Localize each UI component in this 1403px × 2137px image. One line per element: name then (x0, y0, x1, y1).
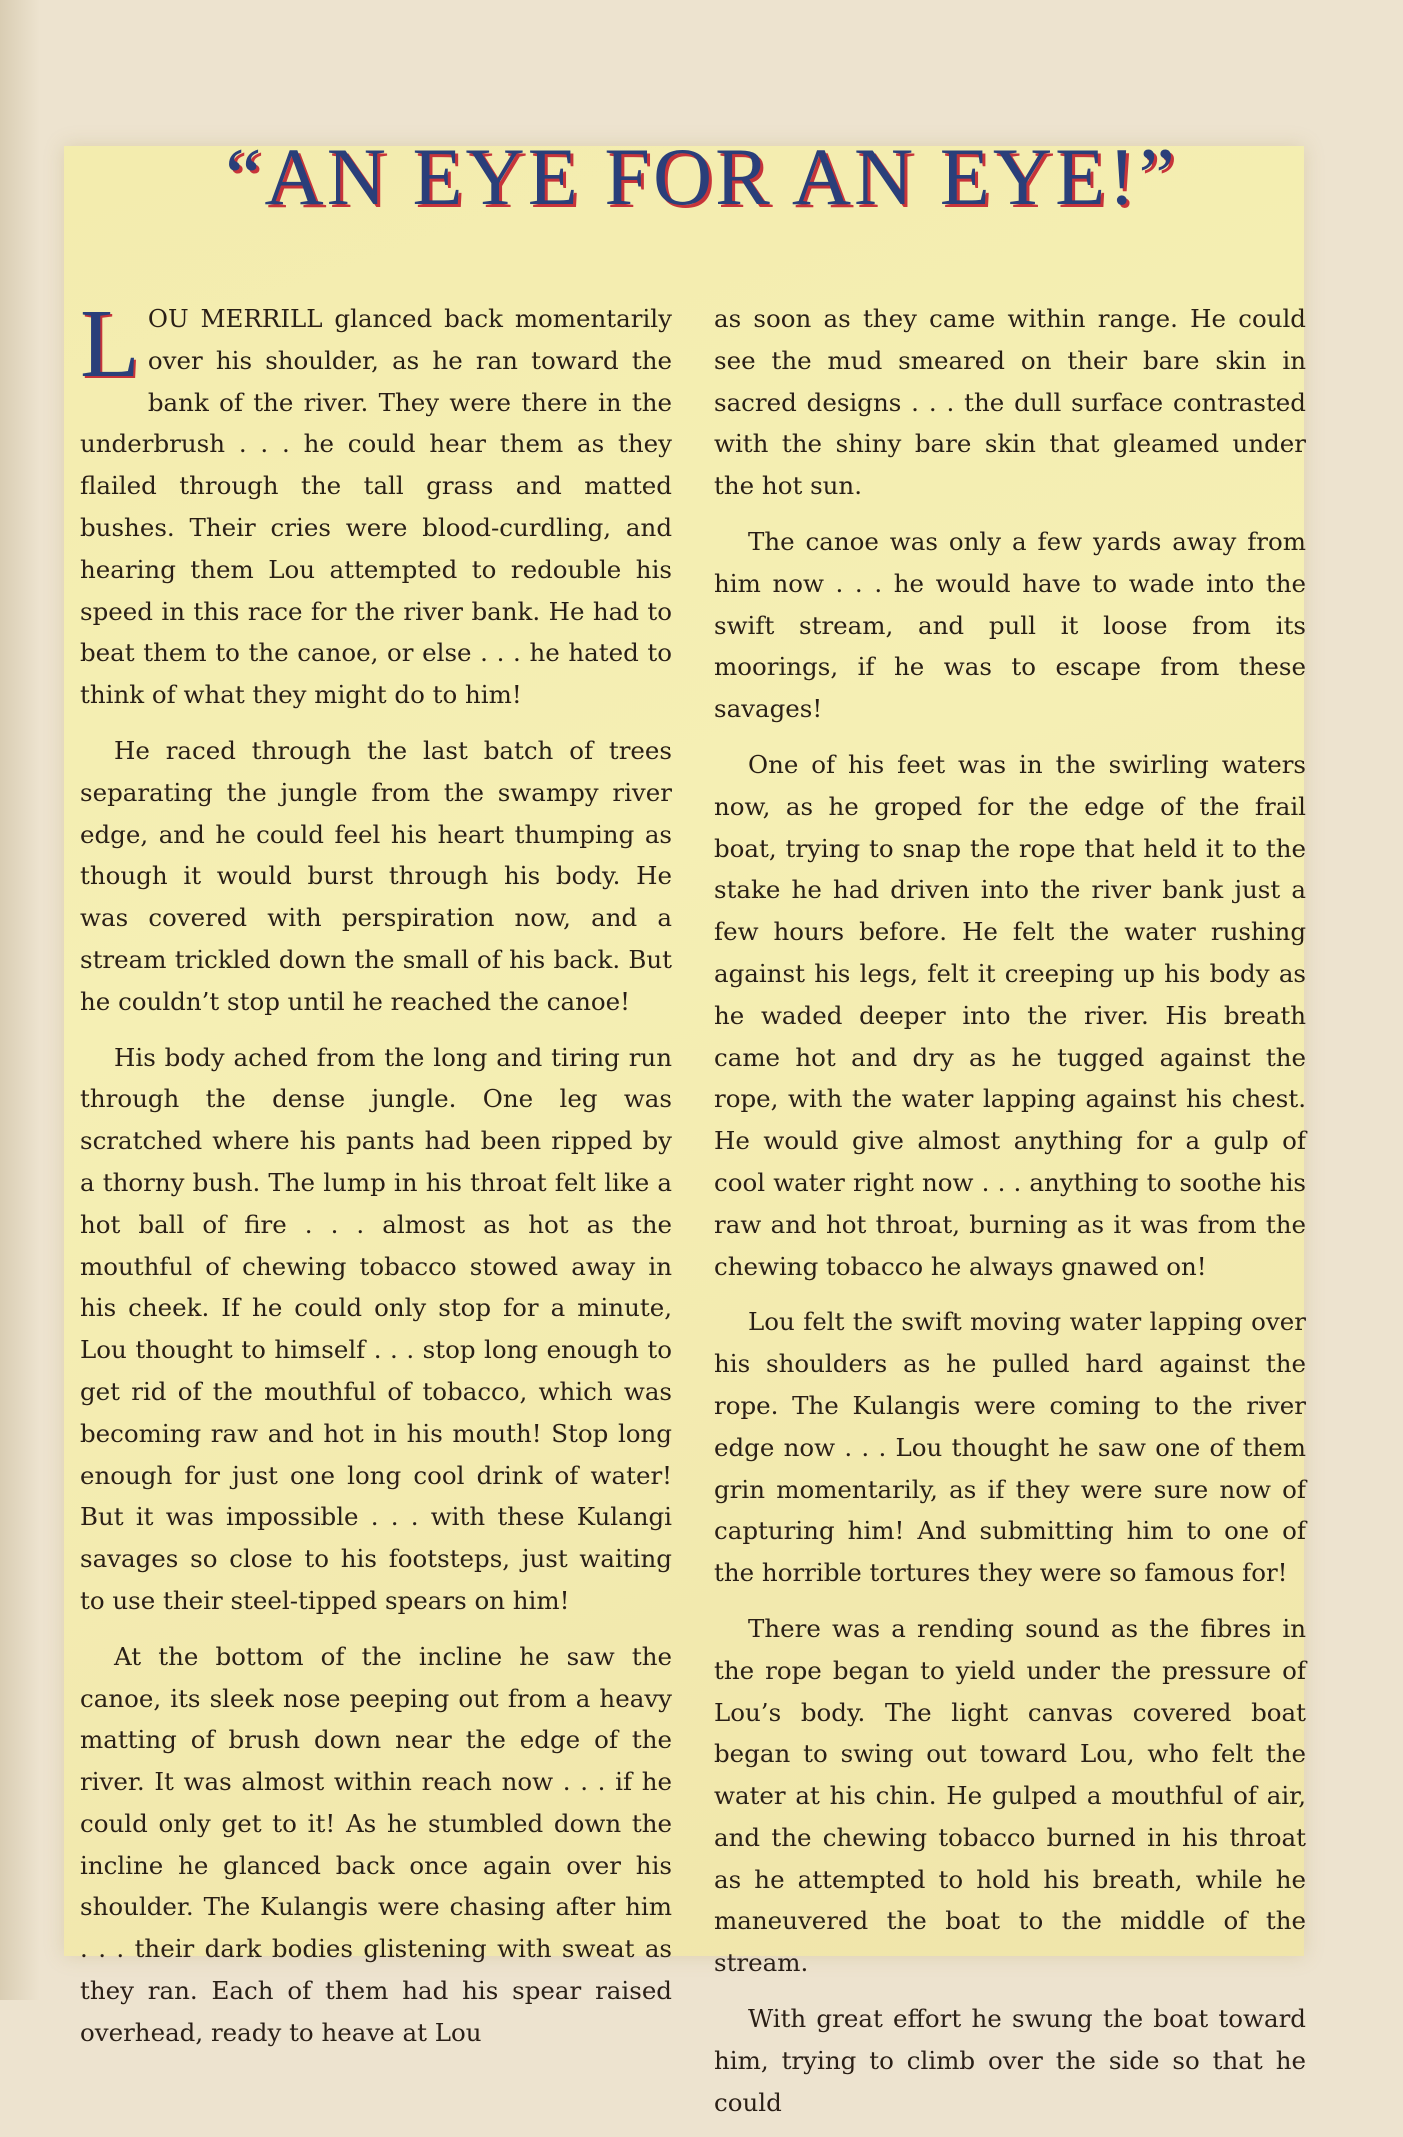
paragraph: With great effort he swung the boat toward him, trying to climb over the side so that he could (714, 2004, 1306, 2117)
paragraph: The canoe was only a few yards away from him now . . . he would have to wade into the swift stream, and pull it loose from its moorings, if he was to escape from these savages! (714, 526, 1306, 724)
paragraph: His body ached from the long and tiring run through the dense jungle. One leg was scratched where his pants had been ripped by a thorny bush. The lump in his throat felt like a hot ball of fire . . . almost as hot as the mouthful of chewing tobacco stowed away in his cheek. If he could only stop for a minute, Lou thought to himself . . . stop long enough to get rid of the mouthful of tobacco, which was becoming raw and hot in his mouth! Stop long enough for just one long cool drink of water! But it was impossible . . . with these Kulangi savages so close to his footsteps, just waiting to use their steel-tipped spears on him! (80, 1042, 672, 1615)
left-column (80, 290, 672, 2068)
paragraph (80, 290, 672, 716)
story-title: “AN EYE FOR AN EYE!” (225, 131, 1178, 222)
paragraph: as soon as they came within range. He could see the mud smeared on their bare skin in sacred designs . . . the dull surface contrasted with the shiny bare skin that gleamed under the hot sun. (714, 304, 1306, 501)
paragraph: He raced through the last batch of trees separating the jungle from the swampy river edge, and he could feel his heart thumping as though it would burst through his body. He was covered with perspiration now, and a stream trickled down the small of his back. But he couldn’t stop until he reached the canoe! (80, 735, 672, 1016)
page-edge (0, 0, 40, 2000)
paragraph: There was a rending sound as the fibres in the rope began to yield under the pressure of Lou’s body. The light canvas covered boat began to swing out toward Lou, who felt the water at his chin. He gulped a mouthful of air, and the chewing tobacco burned in his throat as he attempted to hold his breath, while he maneuvered the boat to the middle of the stream. (714, 1613, 1306, 1978)
right-column (714, 298, 1306, 2137)
drop-cap: L (80, 290, 140, 398)
paragraph-text: OU MERRILL glanced back momentarily over his shoulder, as he ran toward the bank of the river. They were there in the underbrush . . . he could hear them as they flailed through the tall grass and matted bushes. Their cries were blood-curdling, and hearing them Lou attempted to redouble his speed in this race for the river bank. He had to beat them to the canoe, or else . . . he hated to think of what they might do to him! (80, 304, 672, 710)
paragraph: One of his feet was in the swirling waters now, as he groped for the edge of the frail boat, trying to snap the rope that held it to the stake he had driven into the river bank just a few hours before. He felt the water rushing against his legs, felt it creeping up his body as he waded deeper into the river. His breath came hot and dry as he tugged against the rope, with the water lapping against his chest. He would give almost anything for a gulp of cool water right now . . . anything to soothe his raw and hot throat, burning as it was from the chewing tobacco he always gnawed on! (714, 749, 1306, 1281)
paragraph: At the bottom of the incline he saw the canoe, its sleek nose peeping out from a heavy matting of brush down near the edge of the river. It was almost within reach now . . . if he could only get to it! As he stumbled down the incline he glanced back once again over his shoulder. The Kulangis were chasing after him . . . their dark bodies glistening with sweat as they ran. Each of them had his spear raised overhead, ready to heave at Lou (80, 1641, 672, 2047)
paragraph: Lou felt the swift moving water lapping over his shoulders as he pulled hard against the rope. The Kulangis were coming to the river edge now . . . Lou thought he saw one of them grin momentarily, as if they were sure now of capturing him! And submitting him to one of the horrible tortures they were so famous for! (714, 1307, 1306, 1588)
